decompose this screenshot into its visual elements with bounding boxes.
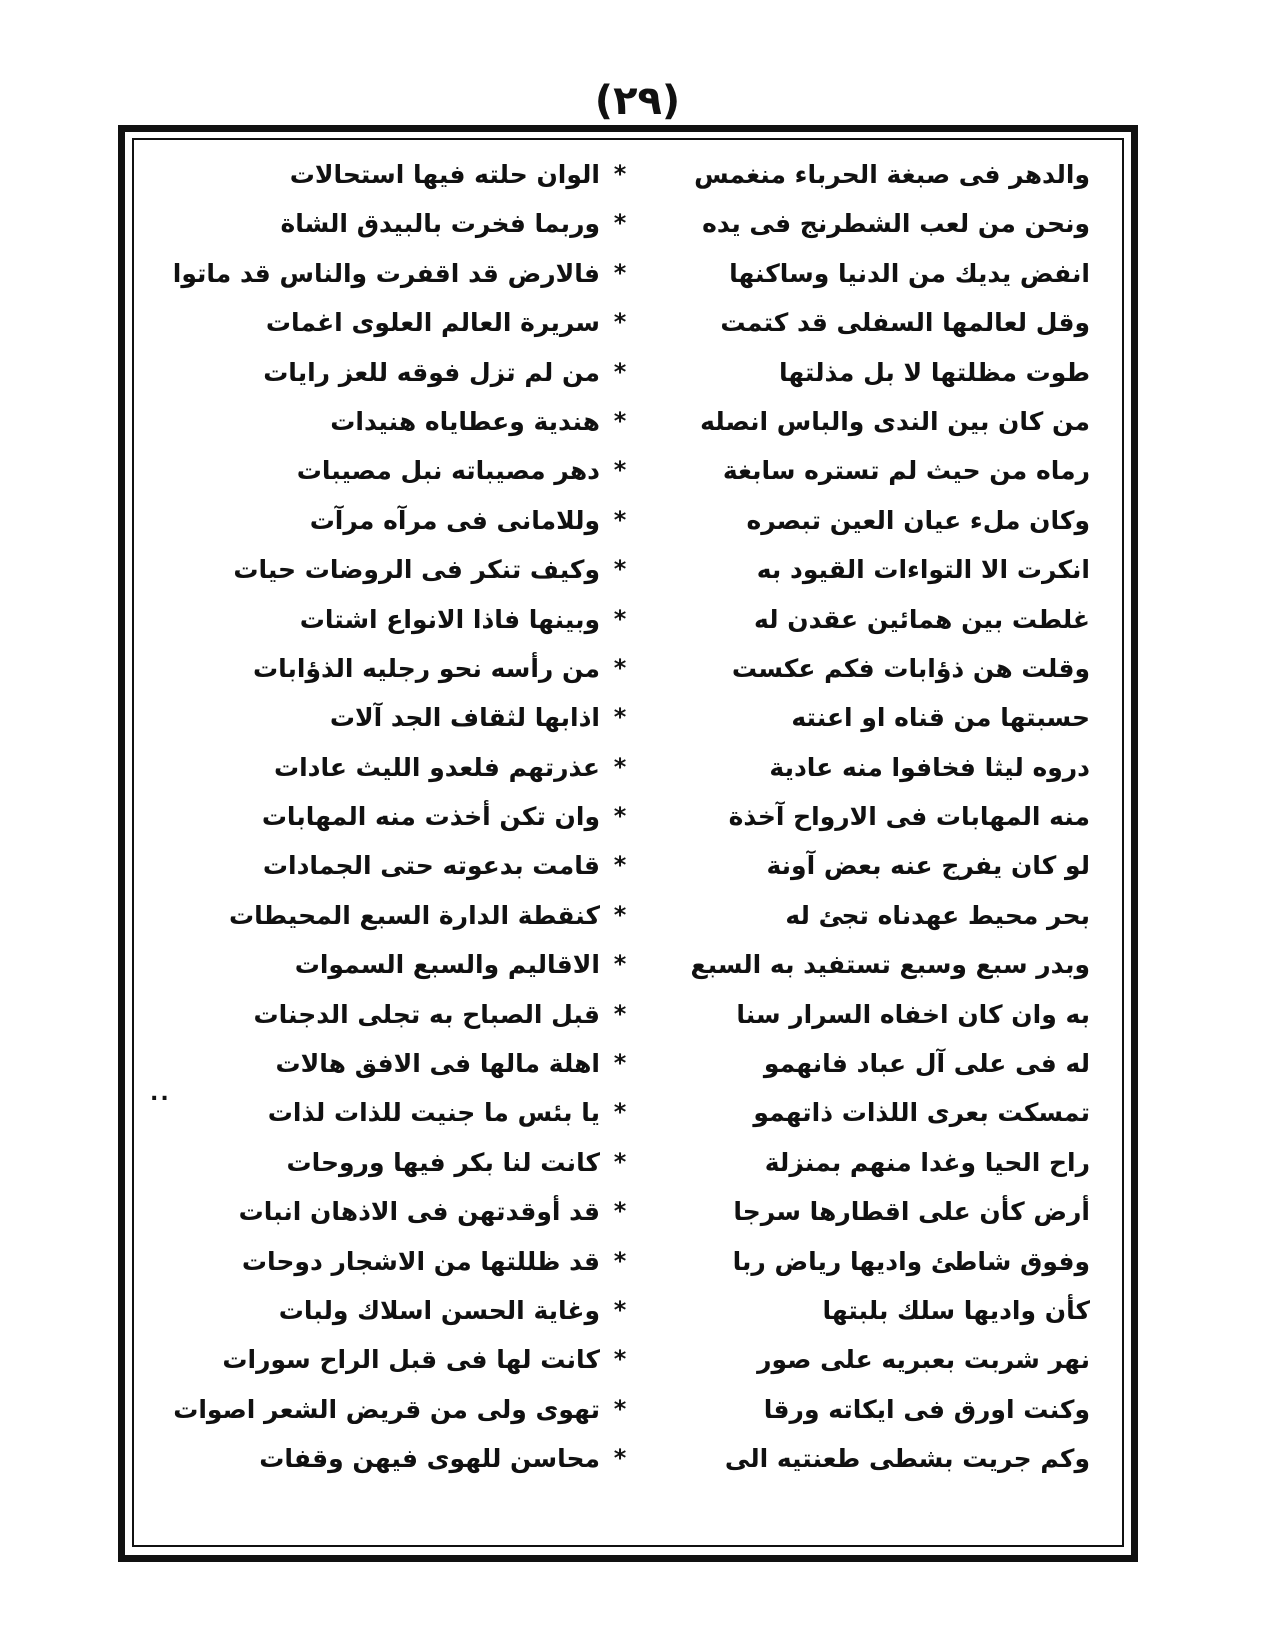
first-hemistich: بحر محيط عهدناه تجئ له <box>785 900 1090 930</box>
hemistich-separator: * <box>613 505 627 534</box>
first-hemistich: وقلت هن ذؤابات فكم عكست <box>731 653 1090 683</box>
first-hemistich: وفوق شاطئ واديها رياض ربا <box>732 1246 1090 1276</box>
first-hemistich: لو كان يفرج عنه بعض آونة <box>766 851 1090 881</box>
second-hemistich: قد ظللتها من الاشجار دوحات <box>241 1246 600 1276</box>
hemistich-separator: * <box>613 1098 627 1127</box>
first-hemistich: رماه من حيث لم تستره سابغة <box>722 456 1090 486</box>
hemistich-separator: * <box>613 308 627 337</box>
second-hemistich: الوان حلته فيها استحالات <box>289 160 600 189</box>
first-hemistich: طوت مظلتها لا بل مذلتها <box>778 357 1090 387</box>
hemistich-separator: * <box>613 653 627 682</box>
verse-line <box>150 1385 1110 1434</box>
hemistich-separator: * <box>613 851 627 880</box>
verse-line <box>150 1088 1110 1137</box>
hemistich-separator: * <box>613 1394 627 1423</box>
first-hemistich: غلطت بين همائين عقدن له <box>754 604 1090 634</box>
verse-line <box>150 249 1110 298</box>
second-hemistich: وللامانى فى مرآه مرآت <box>309 505 600 535</box>
second-hemistich: قامت بدعوته حتى الجمادات <box>262 851 600 881</box>
first-hemistich: حسبتها من قناه او اعنته <box>791 703 1090 733</box>
verse-line <box>150 1039 1110 1088</box>
first-hemistich: انكرت الا التواءات القيود به <box>756 555 1090 585</box>
second-hemistich: قد أوقدتهن فى الاذهان انبات <box>238 1197 600 1227</box>
first-hemistich: والدهر فى صبغة الحرباء منغمس <box>694 160 1090 189</box>
verse-line <box>150 743 1110 792</box>
second-hemistich: تهوى ولى من قريض الشعر اصوات <box>173 1394 600 1424</box>
verse-line <box>150 1335 1110 1384</box>
verse-line <box>150 1187 1110 1236</box>
second-hemistich: وربما فخرت بالبيدق الشاة <box>280 209 600 239</box>
first-hemistich: راح الحيا وغدا منهم بمنزلة <box>764 1147 1090 1177</box>
verse-line <box>150 199 1110 248</box>
hemistich-separator: * <box>613 703 627 732</box>
second-hemistich: فالارض قد اقفرت والناس قد ماتوا <box>172 258 600 288</box>
first-hemistich: وبدر سبع وسبع تستفيد به السبع <box>690 950 1090 980</box>
hemistich-separator: * <box>613 1295 627 1324</box>
verse-line <box>150 792 1110 841</box>
first-hemistich: وكان ملء عيان العين تبصره <box>746 505 1090 535</box>
first-hemistich: منه المهابات فى الارواح آخذة <box>728 802 1090 832</box>
second-hemistich: يا بئس ما جنيت للذات لذات <box>267 1098 600 1128</box>
verse-line <box>150 545 1110 594</box>
verse-line <box>150 1434 1110 1483</box>
hemistich-separator: * <box>613 1444 627 1473</box>
hemistich-separator: * <box>613 950 627 979</box>
first-hemistich: من كان بين الندى والباس انصله <box>700 406 1090 436</box>
margin-mark: .. <box>150 1081 171 1106</box>
first-hemistich: تمسكت بعرى اللذات ذاتهمو <box>753 1098 1090 1128</box>
verse-line <box>150 446 1110 495</box>
second-hemistich: قبل الصباح به تجلى الدجنات <box>253 999 600 1029</box>
hemistich-separator: * <box>613 1049 627 1078</box>
second-hemistich: عذرتهم فلعدو الليث عادات <box>273 752 600 782</box>
verse-line <box>150 397 1110 446</box>
hemistich-separator: * <box>613 406 627 435</box>
verse-line <box>150 348 1110 397</box>
hemistich-separator: * <box>613 160 627 188</box>
verse-line <box>150 595 1110 644</box>
verse-line <box>150 298 1110 347</box>
second-hemistich: وغاية الحسن اسلاك ولبات <box>278 1295 600 1325</box>
first-hemistich: دروه ليثا فخافوا منه عادية <box>769 752 1090 782</box>
second-hemistich: سريرة العالم العلوى اغمات <box>265 308 600 338</box>
first-hemistich: له فى على آل عباد فانهمو <box>763 1049 1090 1079</box>
hemistich-separator: * <box>613 999 627 1028</box>
hemistich-separator: * <box>613 258 627 287</box>
verse-line <box>150 891 1110 940</box>
first-hemistich: انفض يديك من الدنيا وساكنها <box>729 258 1090 288</box>
verse-line <box>150 693 1110 742</box>
first-hemistich: ونحن من لعب الشطرنج فى يده <box>702 209 1090 239</box>
hemistich-separator: * <box>613 1197 627 1226</box>
second-hemistich: وكيف تنكر فى الروضات حيات <box>233 555 600 585</box>
hemistich-separator: * <box>613 752 627 781</box>
second-hemistich: محاسن للهوى فيهن وقفات <box>259 1444 600 1474</box>
first-hemistich: أرض كأن على اقطارها سرجا <box>733 1197 1090 1227</box>
second-hemistich: وبينها فاذا الانواع اشتات <box>299 604 600 634</box>
hemistich-separator: * <box>613 456 627 485</box>
second-hemistich: من لم تزل فوقه للعز رايات <box>263 357 600 387</box>
first-hemistich: كأن واديها سلك بلبتها <box>822 1295 1090 1325</box>
verse-line <box>150 841 1110 890</box>
second-hemistich: هندية وعطاياه هنيدات <box>330 406 600 436</box>
hemistich-separator: * <box>613 357 627 386</box>
first-hemistich: نهر شربت بعبريه على صور <box>757 1345 1090 1375</box>
first-hemistich: وكم جريت بشطى طعنتيه الى <box>724 1444 1090 1474</box>
hemistich-separator: * <box>613 900 627 929</box>
first-hemistich: به وان كان اخفاه السرار سنا <box>736 999 1090 1029</box>
hemistich-separator: * <box>613 209 627 238</box>
second-hemistich: من رأسه نحو رجليه الذؤابات <box>253 653 600 683</box>
hemistich-separator: * <box>613 555 627 584</box>
verse-line <box>150 496 1110 545</box>
hemistich-separator: * <box>613 604 627 633</box>
second-hemistich: الاقاليم والسبع السموات <box>294 950 600 980</box>
hemistich-separator: * <box>613 1147 627 1176</box>
hemistich-separator: * <box>613 802 627 831</box>
first-hemistich: وقل لعالمها السفلى قد كتمت <box>720 308 1090 338</box>
second-hemistich: دهر مصيباته نبل مصيبات <box>296 456 600 486</box>
second-hemistich: اهلة مالها فى الافق هالات <box>275 1049 600 1079</box>
hemistich-separator: * <box>613 1345 627 1374</box>
first-hemistich: وكنت اورق فى ايكاته ورقا <box>763 1394 1090 1424</box>
verse-line <box>150 1138 1110 1187</box>
verse-line <box>150 644 1110 693</box>
page-number: (٢٩) <box>594 78 681 124</box>
verse-line <box>150 1237 1110 1286</box>
second-hemistich: كانت لها فى قبل الراح سورات <box>222 1345 600 1375</box>
verse-line <box>150 150 1110 199</box>
verse-line <box>150 940 1110 989</box>
second-hemistich: كنقطة الدارة السبع المحيطات <box>229 900 600 930</box>
verse-line <box>150 1286 1110 1335</box>
verse-line <box>150 990 1110 1039</box>
hemistich-separator: * <box>613 1246 627 1275</box>
second-hemistich: كانت لنا بكر فيها وروحات <box>286 1147 600 1177</box>
second-hemistich: وان تكن أخذت منه المهابات <box>261 802 600 832</box>
second-hemistich: اذابها لثقاف الجد آلات <box>329 703 600 733</box>
poem-body <box>150 150 1110 1535</box>
